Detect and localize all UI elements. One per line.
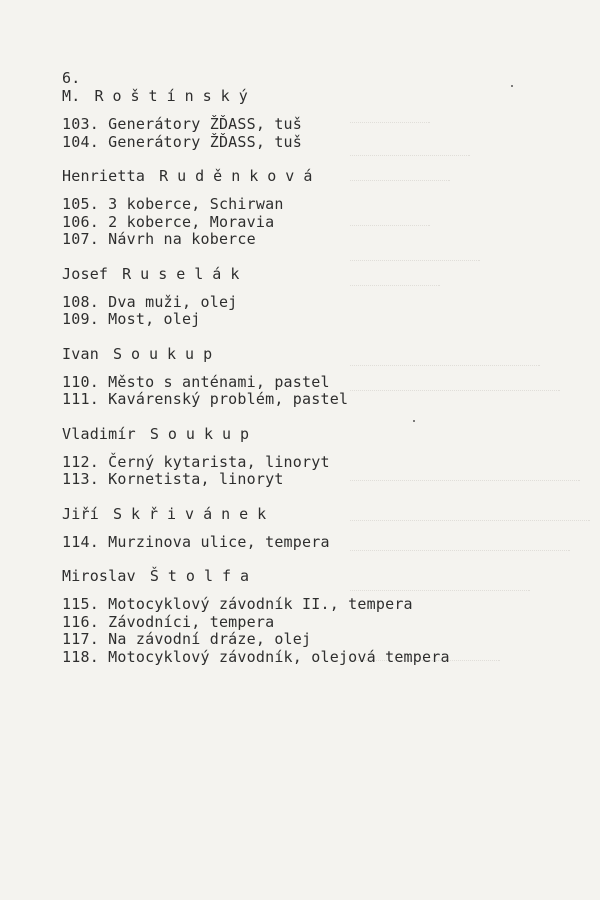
catalogue-entry: [62, 116, 582, 134]
entry-number: 107.: [62, 230, 99, 248]
artist-name: [62, 568, 582, 586]
artist-section: [62, 506, 582, 552]
entry-number: 104.: [62, 132, 99, 151]
artist-surname: Soukup: [149, 424, 259, 443]
artist-section: [62, 426, 582, 489]
artist-first-name: Jiří: [62, 504, 99, 523]
artist-name: [62, 88, 582, 106]
catalogue-entry: [62, 614, 582, 632]
entry-title: Závodníci, tempera: [108, 612, 275, 631]
artist-surname: Štolfa: [149, 567, 259, 585]
artist-surname: Skřivánek: [112, 504, 276, 523]
artist-first-name: Miroslav: [62, 567, 136, 585]
artist-name: [62, 346, 582, 364]
exhibition-catalogue-list: [62, 70, 582, 683]
catalogue-entry: [62, 214, 582, 232]
catalogue-entry: [62, 454, 582, 472]
entry-title: Dva muži, olej: [108, 292, 238, 311]
entry-number: 118.: [62, 647, 99, 666]
artist-name: [62, 506, 582, 524]
catalogue-entry: [62, 311, 582, 329]
entry-title: Murzinova ulice, tempera: [108, 532, 330, 551]
entry-number: 103.: [62, 115, 99, 133]
entry-number: 110.: [62, 372, 99, 391]
catalogue-entry: [62, 391, 582, 409]
entry-title: Motocyklový závodník, olejová tempera: [108, 647, 450, 666]
catalogue-entry: [62, 596, 582, 614]
artist-name: [62, 168, 582, 186]
artist-name: [62, 426, 582, 444]
artist-first-name: Josef: [62, 264, 109, 283]
artist-name: [62, 266, 582, 284]
artist-sections: [62, 88, 582, 666]
catalogue-entry: [62, 134, 582, 152]
entry-title: 2 koberce, Moravia: [108, 212, 275, 231]
artist-first-name: Ivan: [62, 344, 99, 363]
catalogue-entry: [62, 649, 582, 667]
entry-number: 108.: [62, 292, 99, 311]
page-number: 6.: [62, 69, 81, 87]
artist-surname: Ruděnková: [159, 167, 322, 185]
artist-first-name: Vladimír: [62, 424, 136, 443]
artist-section: [62, 346, 582, 409]
entry-title: Návrh na koberce: [108, 230, 256, 248]
artist-section: [62, 568, 582, 666]
entry-title: Most, olej: [108, 310, 201, 328]
entry-title: Kornetista, linoryt: [108, 470, 284, 488]
entry-title: Město s anténami, pastel: [108, 372, 330, 391]
entry-number: 115.: [62, 595, 99, 613]
artist-section: [62, 168, 582, 249]
entry-title: Generátory ŽĎASS, tuš: [108, 115, 303, 133]
catalogue-entry: [62, 196, 582, 214]
artist-first-name: M.: [62, 87, 81, 105]
entry-number: 111.: [62, 390, 99, 408]
entry-title: Motocyklový závodník II., tempera: [108, 595, 413, 613]
entry-title: 3 koberce, Schirwan: [108, 195, 284, 213]
catalogue-entry: [62, 374, 582, 392]
entry-title: Černý kytarista, linoryt: [108, 452, 330, 471]
catalogue-entry: [62, 231, 582, 249]
artist-first-name: Henrietta: [62, 167, 146, 185]
entry-number: 116.: [62, 612, 99, 631]
catalogue-entry: [62, 294, 582, 312]
artist-surname: Soukup: [112, 344, 222, 363]
catalogue-entry: [62, 534, 582, 552]
artist-surname: Roštínský: [94, 87, 257, 105]
entry-number: 113.: [62, 470, 99, 488]
artist-surname: Ruselák: [122, 264, 249, 283]
artist-section: [62, 88, 582, 151]
entry-number: 106.: [62, 212, 99, 231]
entry-title: Na závodní dráze, olej: [108, 630, 312, 648]
entry-number: 114.: [62, 532, 99, 551]
entry-number: 112.: [62, 452, 99, 471]
catalogue-entry: [62, 631, 582, 649]
entry-number: 109.: [62, 310, 99, 328]
entry-number: 105.: [62, 195, 99, 213]
entry-title: Generátory ŽĎASS, tuš: [108, 132, 303, 151]
entry-title: Kavárenský problém, pastel: [108, 390, 349, 408]
catalogue-entry: [62, 471, 582, 489]
entry-number: 117.: [62, 630, 99, 648]
artist-section: [62, 266, 582, 329]
